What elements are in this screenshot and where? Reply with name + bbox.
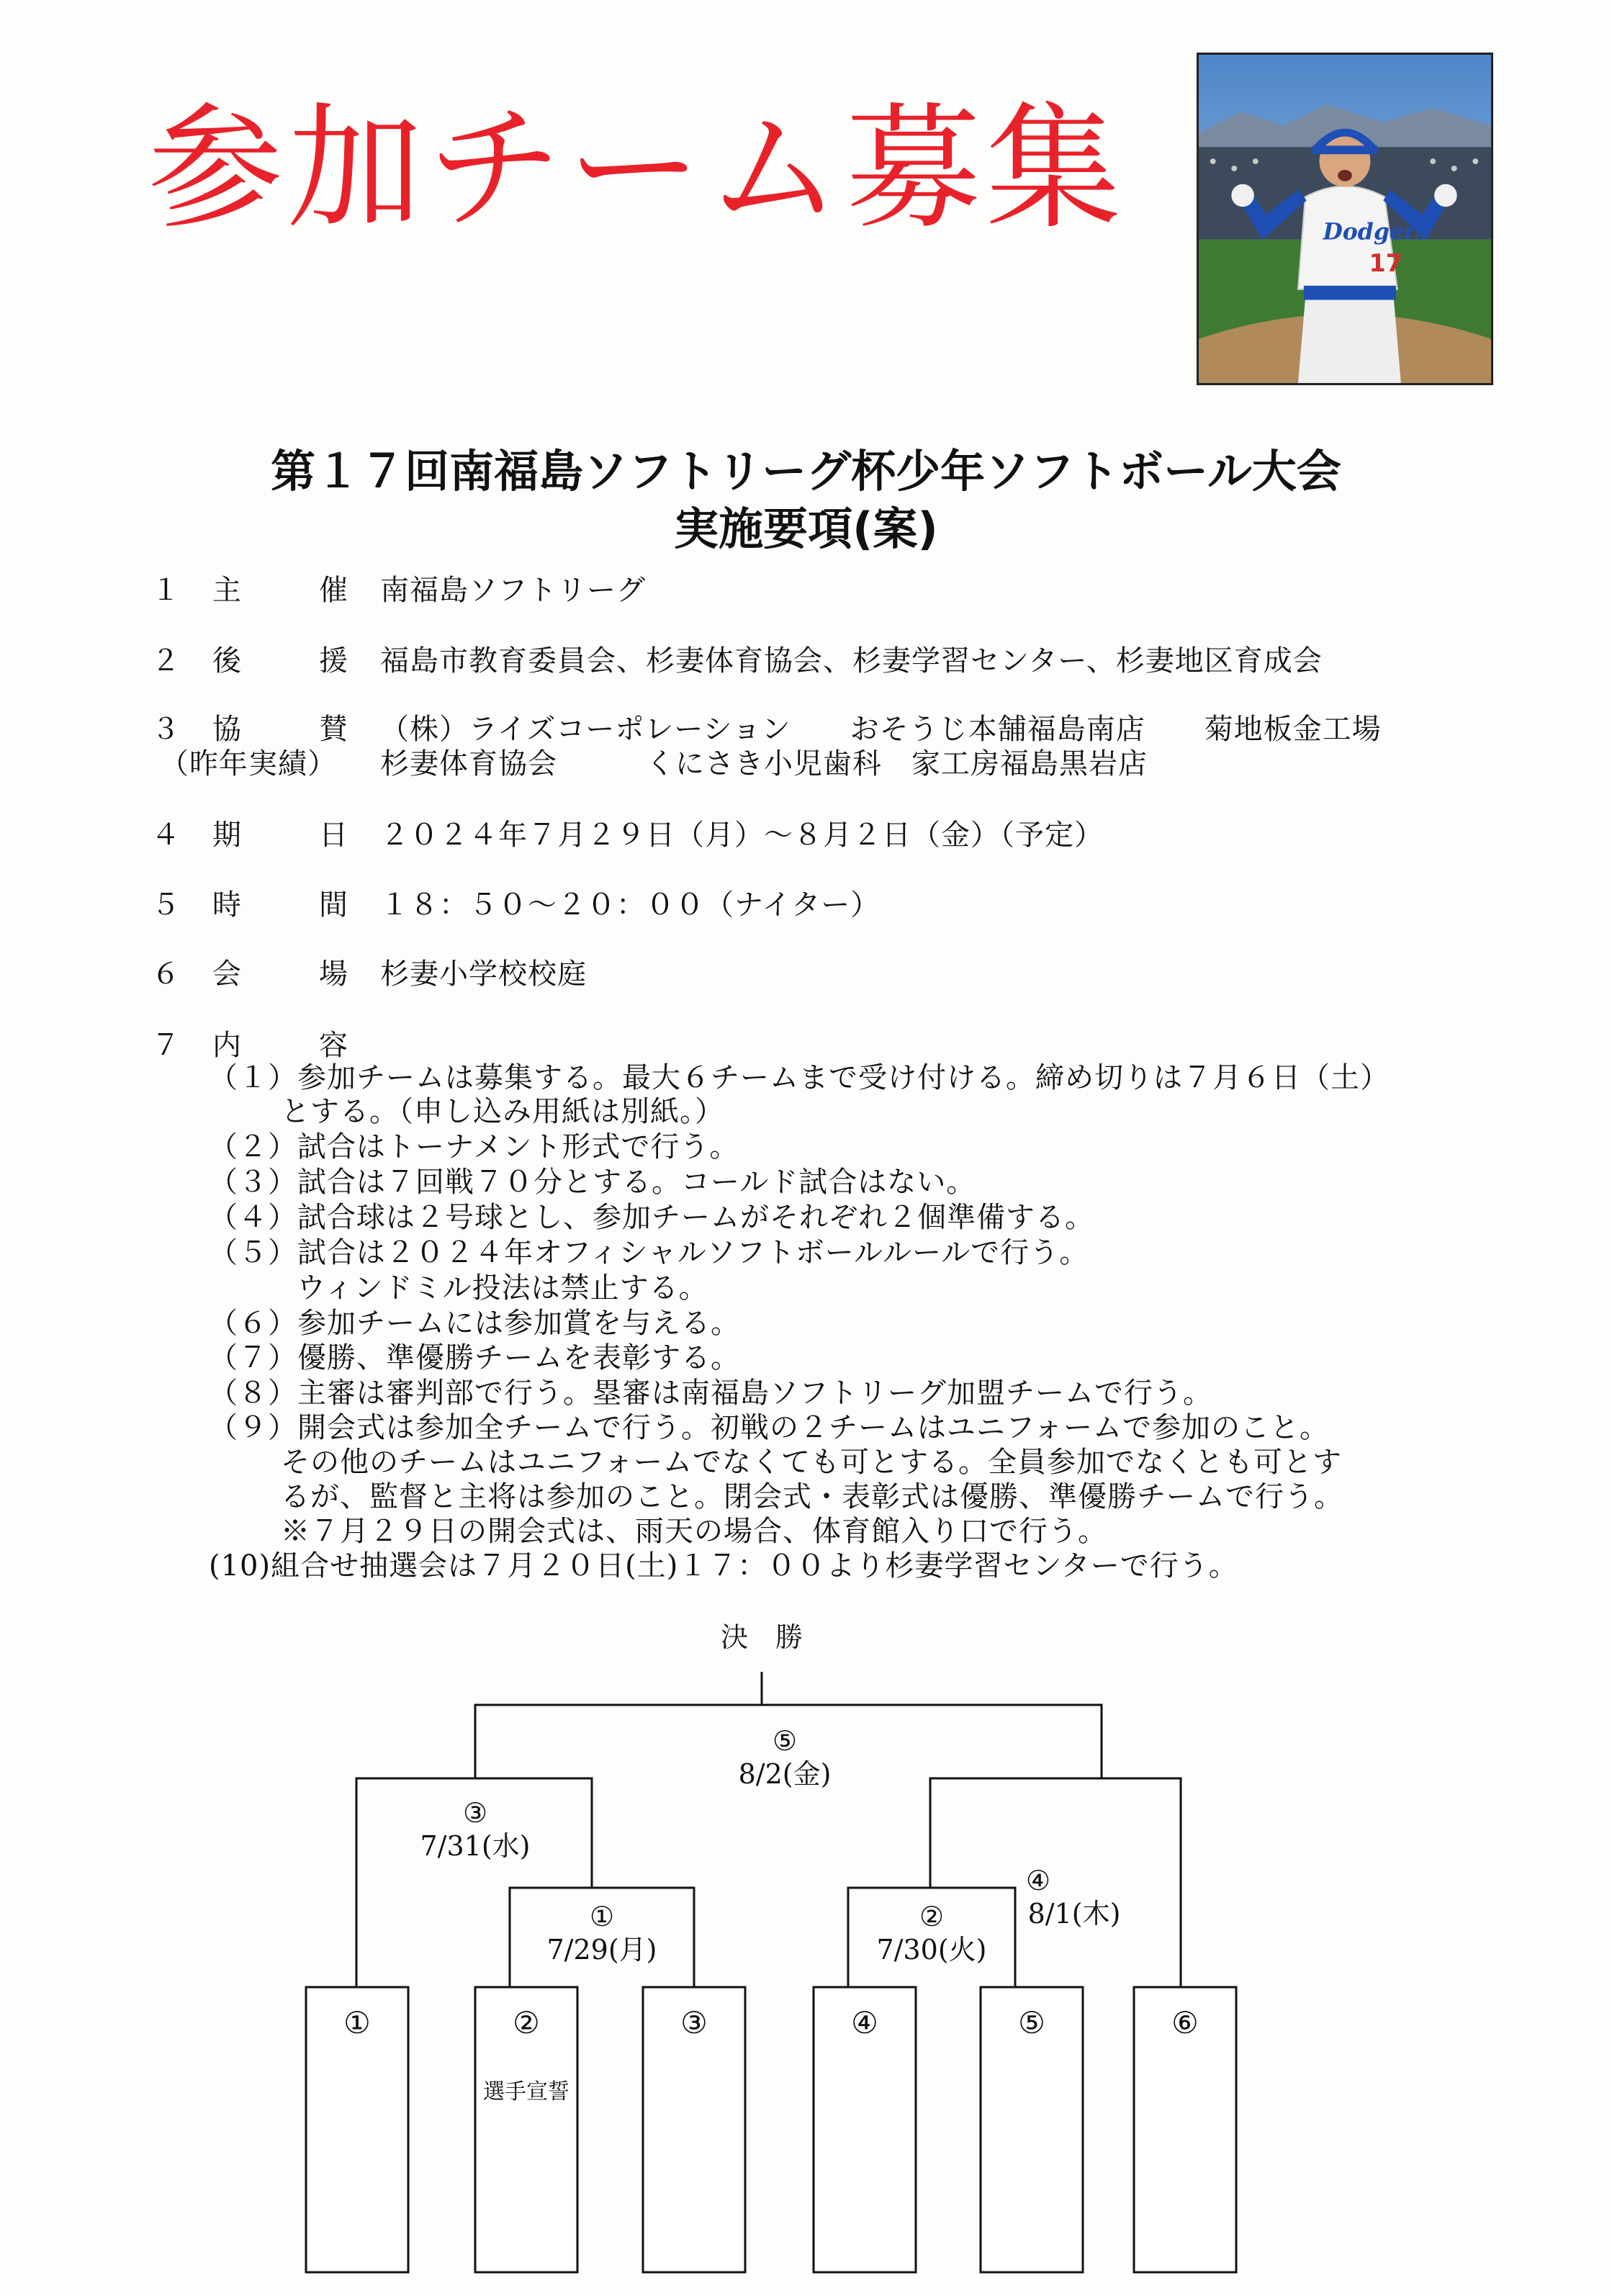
- content-line-1: （１）参加チームは募集する。最大６チームまで受け付ける。締め切りは７月６日（土）: [209, 1061, 1390, 1094]
- content-line-3: （３）試合は７回戦７０分とする。コールド試合はない。: [209, 1166, 976, 1199]
- player-oath-note: 選手宣誓: [483, 2079, 569, 2104]
- item-num-1: １: [151, 574, 181, 607]
- item-value-date: ２０２４年７月２９日（月）～８月２日（金）（予定）: [380, 819, 1104, 852]
- content-line-9-note: ※７月２９日の開会式は、雨天の場合、体育館入り口で行う。: [281, 1515, 1107, 1548]
- content-line-1-cont: とする。（申し込み用紙は別紙。）: [281, 1095, 724, 1128]
- game-3-no: ③: [462, 1797, 488, 1829]
- content-line-9-cont-2: るが、監督と主将は参加のこと。閉会式・表彰式は優勝、準優勝チームで行う。: [281, 1480, 1343, 1513]
- game-5-no: ⑤: [772, 1725, 798, 1757]
- content-line-2: （２）試合はトーナメント形式で行う。: [209, 1130, 739, 1163]
- jersey-text: Dodgers: [1323, 218, 1429, 246]
- item-label-time: 時 間: [212, 888, 372, 922]
- item-num-7: ７: [151, 1029, 181, 1062]
- sponsor-sub-label: （昨年実績）: [160, 747, 337, 780]
- content-line-6: （６）参加チームには参加賞を与える。: [209, 1307, 740, 1340]
- item-value-venue: 杉妻小学校校庭: [380, 958, 587, 991]
- jersey-number: 17: [1369, 249, 1403, 278]
- item-num-5: ５: [151, 888, 181, 922]
- slot-label-6: ⑥: [1171, 2005, 1199, 2040]
- slot-label-2: ②: [513, 2005, 540, 2040]
- item-num-3: ３: [151, 713, 181, 746]
- game-4-date: 8/1(木): [1027, 1898, 1121, 1930]
- content-line-8: （８）主審は審判部で行う。塁審は南福島ソフトリーグ加盟チームで行う。: [209, 1377, 1212, 1410]
- slot-label-3: ③: [680, 2005, 708, 2040]
- game-1-no: ①: [589, 1901, 615, 1932]
- item-num-4: ４: [151, 819, 181, 852]
- item-value-organizer: 南福島ソフトリーグ: [380, 574, 646, 607]
- recruitment-banner: 参加チーム募集: [148, 90, 1125, 248]
- item-label-sponsor: 協 賛: [212, 713, 372, 746]
- content-line-9: （９）開会式は参加全チームで行う。初戦の２チームはユニフォームで参加のこと。: [209, 1411, 1329, 1444]
- item-label-organizer: 主 催: [212, 574, 372, 607]
- slot-label-1: ①: [343, 2005, 371, 2040]
- game-2-no: ②: [919, 1901, 945, 1932]
- game-3-date: 7/31(水): [420, 1830, 531, 1862]
- document-subtitle: 実施要項(案): [674, 503, 938, 555]
- game-4-no: ④: [1025, 1865, 1051, 1896]
- slot-label-5: ⑤: [1018, 2005, 1045, 2040]
- item-value-support: 福島市教育委員会、杉妻体育協会、杉妻学習センター、杉妻地区育成会: [380, 644, 1323, 677]
- item-label-date: 期 日: [212, 819, 372, 852]
- sponsor-sub-value: 杉妻体育協会 くにさき小児歯科 家工房福島黒岩店: [380, 747, 1148, 780]
- content-line-9-cont-1: その他のチームはユニフォームでなくても可とする。全員参加でなくとも可とす: [281, 1446, 1342, 1479]
- item-label-support: 後 援: [212, 644, 372, 677]
- item-label-venue: 会 場: [212, 958, 372, 991]
- item-value-time: １８：５０～２０：００（ナイター）: [380, 888, 881, 922]
- item-label-content: 内 容: [212, 1029, 372, 1062]
- content-line-5: （５）試合は２０２４年オフィシャルソフトボールルールで行う。: [209, 1236, 1089, 1269]
- item-value-sponsor: （株）ライズコーポレーション おそうじ本舗福島南店 菊地板金工場: [380, 713, 1382, 746]
- content-line-4: （４）試合球は２号球とし、参加チームがそれぞれ２個準備する。: [209, 1201, 1094, 1234]
- content-line-7: （７）優勝、準優勝チームを表彰する。: [209, 1341, 740, 1374]
- content-line-10: (10)組合せ抽選会は７月２０日(土)１７：００より杉妻学習センターで行う。: [209, 1549, 1238, 1583]
- content-line-5-cont: ウィンドミル投法は禁止する。: [297, 1271, 708, 1305]
- game-1-date: 7/29(月): [546, 1934, 657, 1966]
- game-5-date: 8/2(金): [738, 1758, 832, 1790]
- document-title: 第１７回南福島ソフトリーグ杯少年ソフトボール大会: [271, 445, 1341, 498]
- slot-label-4: ④: [851, 2005, 878, 2040]
- item-num-6: ６: [151, 958, 181, 991]
- game-2-date: 7/30(火): [876, 1934, 987, 1966]
- final-label: 決 勝: [720, 1621, 803, 1653]
- item-num-2: ２: [151, 644, 181, 677]
